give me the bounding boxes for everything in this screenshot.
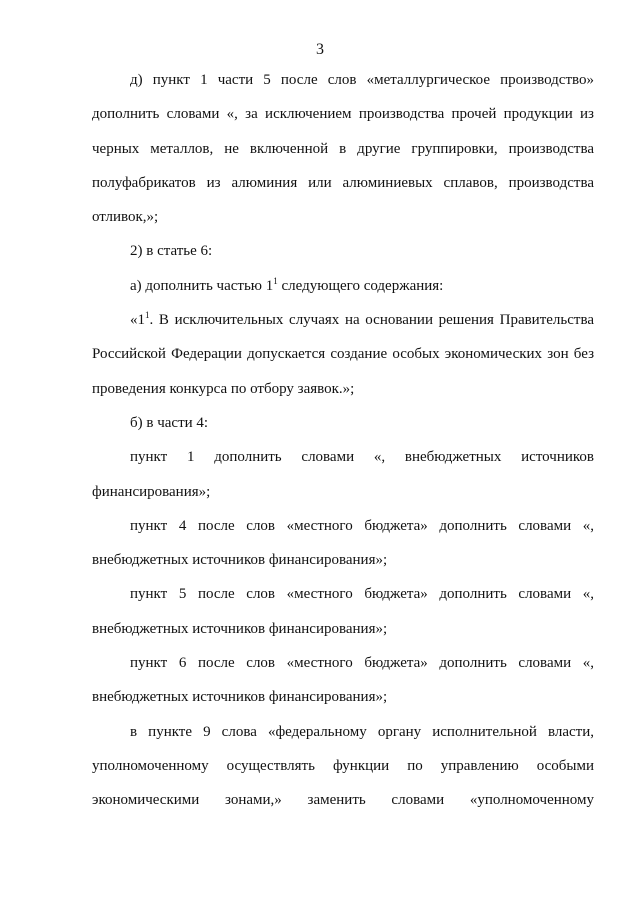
document-body [92,63,594,818]
superscript: 1 [273,275,278,286]
paragraph-point-9: в пункте 9 слова «федеральному органу исполнительной власти, уполномоченному осуществлять функции по управлению особыми экономическими зонами,» заменить словами «уполномоченному [92,723,594,809]
page-number: 3 [316,41,324,58]
paragraph-text: следующего содержания: [277,277,444,294]
paragraph-point-1: пункт 1 дополнить словами «, внебюджетных источников финансирования»; [92,449,594,500]
paragraph-text: «1 [130,312,145,329]
superscript: 1 [145,310,150,321]
paragraph-point-4: пункт 4 после слов «местного бюджета» дополнить словами «, внебюджетных источников финансирования»; [92,517,594,569]
paragraph-part-1-1 [92,303,594,406]
paragraph-item-a [92,269,594,303]
paragraph-article-6: 2) в статье 6: [130,243,213,260]
paragraph-text: . В исключительных случаях на основании решения Правительства Российской Федерации допускается создание особых экономических зон без проведения конкурса по отбору заявок.»; [92,312,594,397]
paragraph-item-d: д) пункт 1 части 5 после слов «металлургическое производство» дополнить словами «, за исключением производства прочей продукции из черных металлов, не включенной в другие группировки, производства полуфабрикатов из алюминия или алюминиевых сплавов, производства отливок,»; [92,72,594,226]
paragraph-point-5: пункт 5 после слов «местного бюджета» дополнить словами «, внебюджетных источников финансирования»; [92,586,594,637]
paragraph-item-b: б) в части 4: [130,414,209,431]
paragraph-point-6: пункт 6 после слов «местного бюджета» дополнить словами «, внебюджетных источников финансирования»; [92,655,594,706]
paragraph-text: а) дополнить частью 1 [130,277,274,294]
